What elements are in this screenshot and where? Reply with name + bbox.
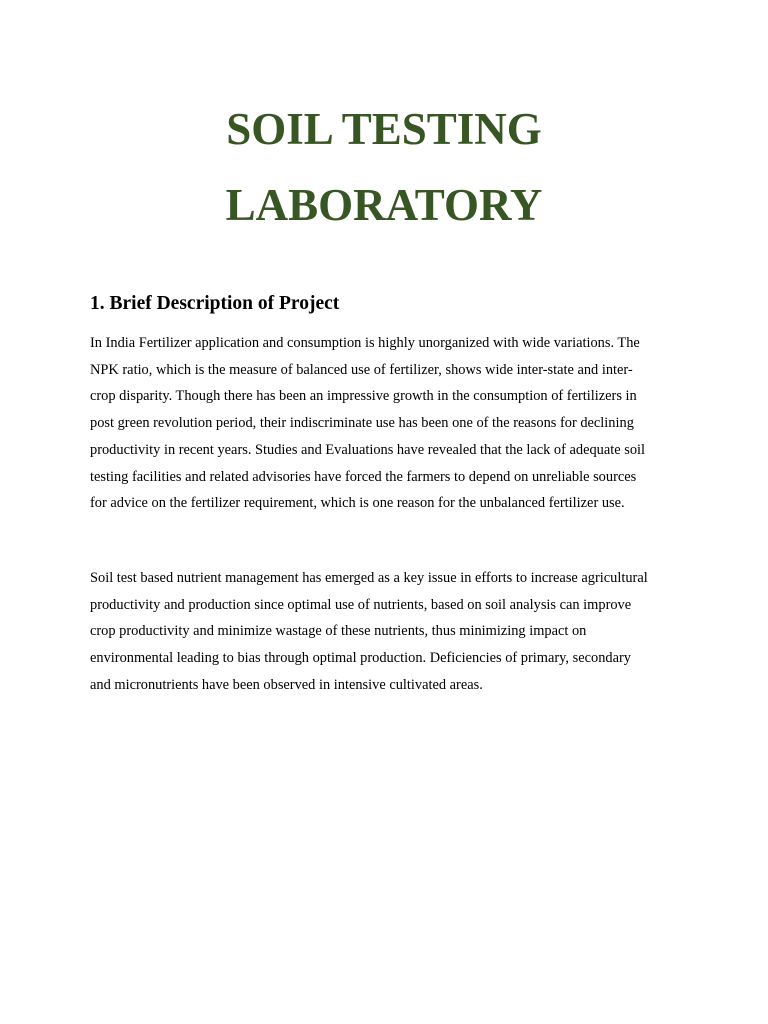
paragraph-2 [90,565,690,699]
paragraph-1 [90,330,690,517]
paragraph-line: NPK ratio, which is the measure of balanced use of fertilizer, shows wide inter-state and inter- [90,361,633,378]
paragraph-line: crop productivity and minimize wastage of these nutrients, thus minimizing impact on [90,623,587,640]
paragraph-line: environmental leading to bias through optimal production. Deficiencies of primary, secondary [90,650,631,667]
paragraph-line: productivity in recent years. Studies and Evaluations have revealed that the lack of adequate soil [90,441,646,458]
paragraph-line: In India Fertilizer application and consumption is highly unorganized with wide variations. The [90,335,640,351]
paragraph-line: post green revolution period, their indiscriminate use has been one of the reasons for declining [90,415,634,432]
paragraph-line: crop disparity. Though there has been an impressive growth in the consumption of fertilizers in [90,388,637,405]
paragraph-line: testing facilities and related advisories have forced the farmers to depend on unreliable sources [90,468,637,485]
paragraph-line: and micronutrients have been observed in intensive cultivated areas. [90,676,483,693]
paragraph-line: for advice on the fertilizer requirement, which is one reason for the unbalanced fertilizer use. [90,495,625,512]
document-title-line-2: LABORATORY [225,180,543,230]
paragraph-line: productivity and production since optimal use of nutrients, based on soil analysis can improve [90,596,632,613]
paragraph-line: Soil test based nutrient management has emerged as a key issue in efforts to increase agricultural [90,570,648,586]
section-heading: 1. Brief Description of Project [90,293,340,314]
document-title-line-1: SOIL TESTING [226,104,542,154]
